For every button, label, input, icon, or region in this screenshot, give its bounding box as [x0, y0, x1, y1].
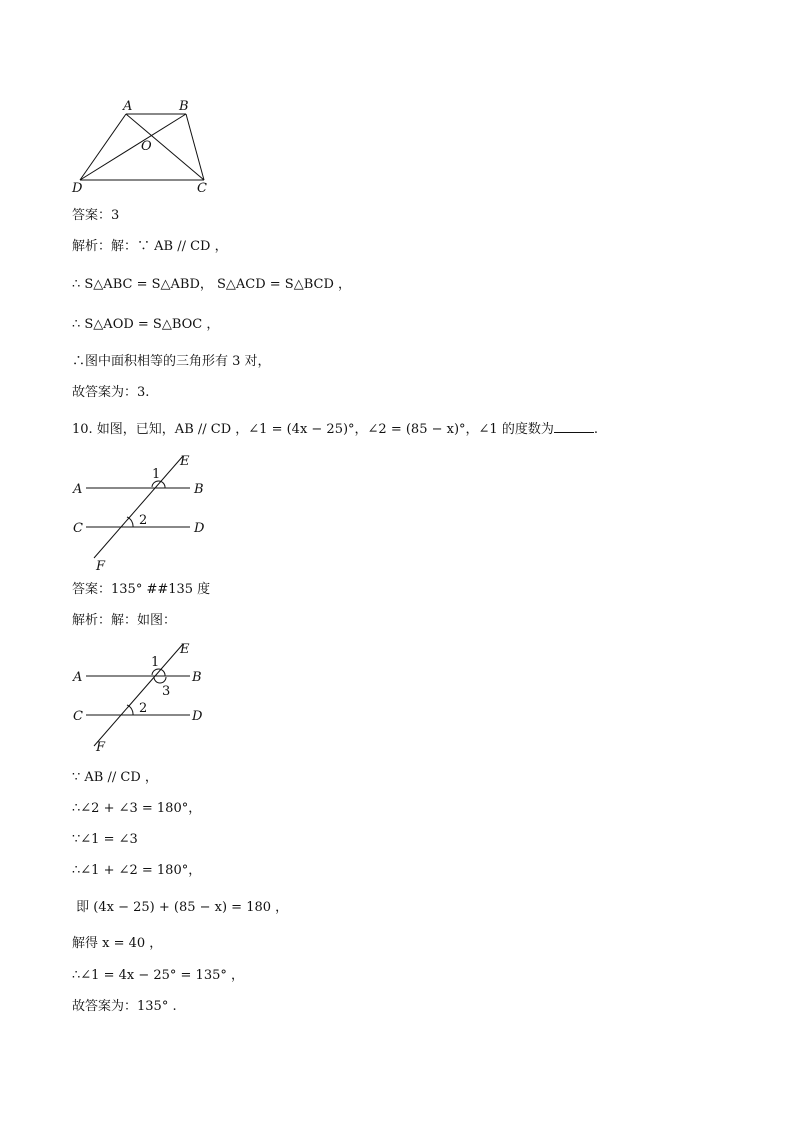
label-d: D	[194, 521, 205, 536]
label-b: B	[179, 99, 189, 114]
label-f: F	[96, 740, 106, 755]
q10-question: 10. 如图，已知，AB // CD ，∠1 = (4x − 25)°，∠2 = (85 − x)°，∠1 的度数为 .	[72, 422, 598, 437]
diagonal-bd	[80, 114, 186, 180]
label-angle-2: 2	[139, 513, 148, 528]
label-a: A	[73, 482, 83, 497]
label-o: O	[141, 139, 152, 154]
q10-step-6: 解得 x = 40 ，	[72, 936, 163, 951]
q9-step-1: ∴ S△ABC = S△ABD， S△ACD = S△BCD ，	[72, 277, 352, 292]
label-b: B	[192, 670, 202, 685]
q10-step-3: ∵∠1 = ∠3	[72, 832, 138, 847]
label-e: E	[180, 642, 190, 657]
label-e: E	[180, 454, 190, 469]
transversal-ef	[94, 456, 183, 558]
parallel-lines-figure-with-angle-3	[70, 638, 220, 760]
q9-step-3: ∴图中面积相等的三角形有 3 对，	[72, 354, 271, 369]
label-angle-1: 1	[152, 467, 161, 482]
q10-analysis: 解析：解：如图：	[72, 613, 177, 628]
angle-3-arc	[154, 677, 166, 683]
label-c: C	[197, 181, 207, 196]
q10-step-1: ∵ AB // CD ，	[72, 770, 158, 785]
label-b: B	[194, 482, 204, 497]
q10-step-7: ∴∠1 = 4x − 25° = 135° ，	[72, 968, 244, 983]
trapezoid-figure	[68, 96, 218, 198]
label-angle-3: 3	[162, 684, 171, 699]
label-a: A	[123, 99, 133, 114]
diagonal-ac	[126, 114, 204, 180]
label-c: C	[73, 521, 83, 536]
segment-ad	[80, 114, 126, 180]
q10-final: 故答案为：135° .	[72, 999, 177, 1014]
segment-bc	[186, 114, 204, 180]
q9-step-2: ∴ S△AOD = S△BOC ，	[72, 317, 220, 332]
answer-blank	[554, 420, 594, 433]
q9-final: 故答案为：3.	[72, 385, 150, 400]
label-a: A	[73, 670, 83, 685]
label-angle-1: 1	[151, 655, 160, 670]
q10-step-2: ∴∠2 + ∠3 = 180°，	[72, 801, 202, 816]
label-f: F	[96, 559, 106, 572]
label-angle-2: 2	[139, 701, 148, 716]
q9-analysis: 解析：解：∵ AB // CD ，	[72, 239, 228, 254]
q10-answer: 答案：135° ##135 度	[72, 582, 211, 597]
label-c: C	[73, 709, 83, 724]
parallel-lines-figure	[70, 450, 220, 572]
q9-answer: 答案：3	[72, 208, 120, 223]
label-d: D	[72, 181, 83, 196]
label-d: D	[192, 709, 203, 724]
q10-step-5: 即 (4x − 25) + (85 − x) = 180 ，	[72, 900, 289, 915]
q10-step-4: ∴∠1 + ∠2 = 180°，	[72, 863, 202, 878]
